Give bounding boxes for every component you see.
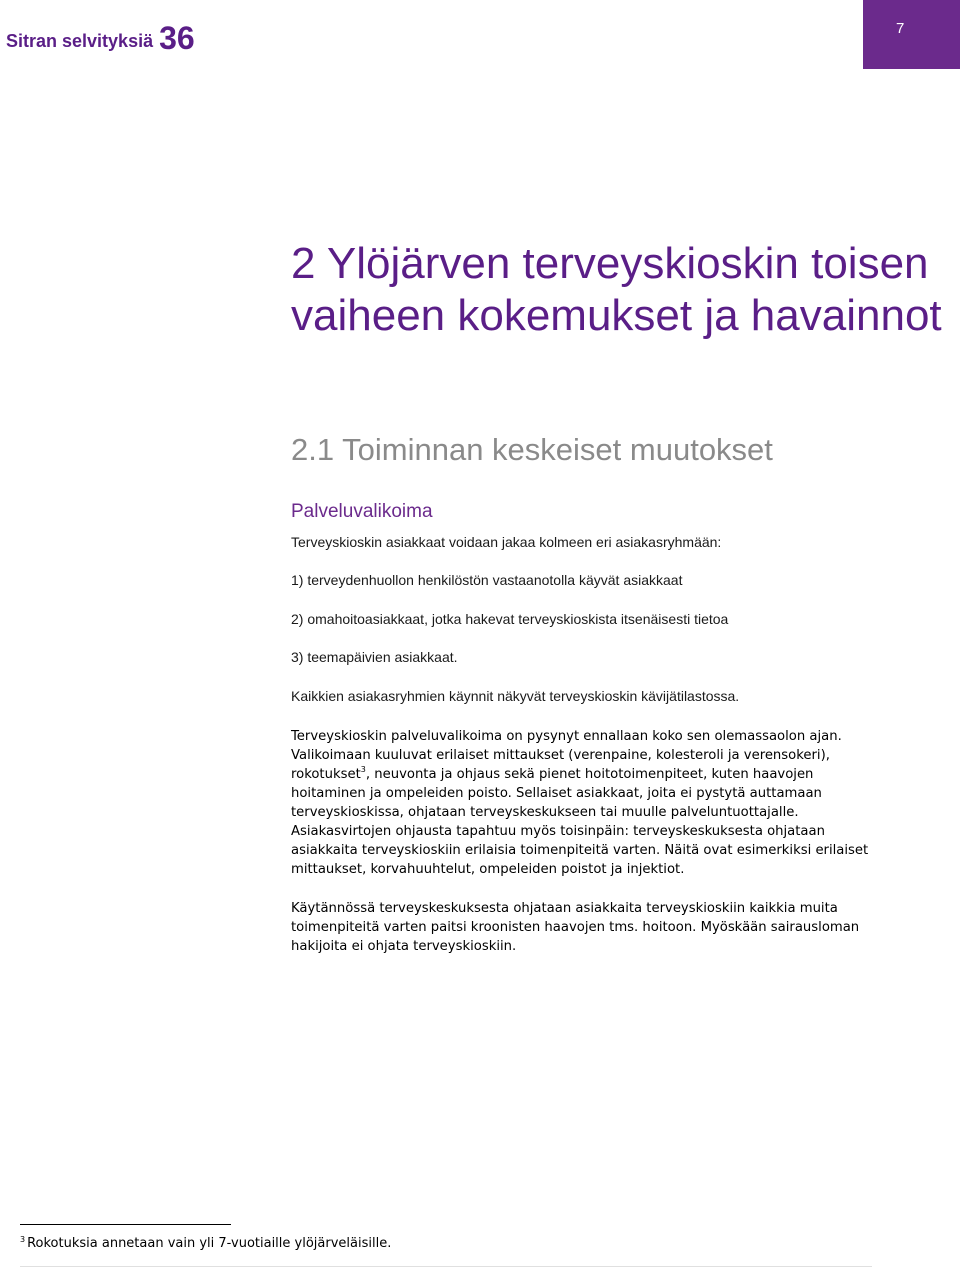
footnote-reference: 3 [360,765,366,774]
paragraph-text-part1: Terveyskioskin palveluvalikoima on pysynyt ennallaan koko sen olemassaolon ajan. Valikoimaan kuuluvat erilaiset mittaukset (verenpaine, kolesteroli ja verensokeri), rokotukset [291,729,842,782]
page-number: 7 [896,20,905,37]
page-bottom-divider [20,1266,872,1267]
chapter-title: 2 Ylöjärven terveyskioskin toisen vaiheen kokemukset ja havainnot [291,239,942,340]
paragraph-statistics: Kaikkien asiakasryhmien käynnit näkyvät terveyskioskin kävijätilastossa. [291,688,740,704]
footnote [20,1236,391,1251]
paragraph-referrals: Käytännössä terveyskeskuksesta ohjataan asiakkaita terveyskioskiin kaikkia muita toimenpiteitä varten paitsi kroonisten haavojen tms. hoitoon. Myöskään sairausloman hakijoita ei ohjata terveyskioskiin. [291,901,860,954]
paragraph-text-part2: , neuvonta ja ohjaus sekä pienet hoitotoimenpiteet, kuten haavojen hoitaminen ja ompeleiden poisto. Sellaiset asiakkaat, joita ei pystytä auttamaan terveyskioskissa, ohjataan terveyskeskukseen tai muulle palveluntuottajalle. Asiakasvirtojen ohjausta tapahtuu myös toisinpäin: terveyskeskuksesta ohjataan asiakkaita terveyskioskiin erilaisia toimenpiteitä varten. Näitä ovat esimerkiksi erilaiset mittaukset, korvahuuhtelut, ompeleiden poistot ja injektiot. [291,767,869,877]
footnote-marker: 3 [20,1235,26,1244]
page-number-box [863,0,960,69]
series-number: 36 [159,20,195,56]
series-title [6,20,195,57]
section-title: 2.1 Toiminnan keskeiset muutokset [291,432,773,467]
footnote-text: Rokotuksia annetaan vain yli 7-vuotiaille ylöjärveläisille. [27,1236,392,1251]
list-item-1: 1) terveydenhuollon henkilöstön vastaanotolla käyvät asiakkaat [291,572,683,588]
series-label: Sitran selvityksiä [6,31,154,51]
intro-line: Terveyskioskin asiakkaat voidaan jakaa kolmeen eri asiakasryhmään: [291,534,722,550]
paragraph-service-selection [291,727,891,879]
list-item-3: 3) teemapäivien asiakkaat. [291,649,458,665]
subsection-title: Palveluvalikoima [291,501,433,522]
list-item-2: 2) omahoitoasiakkaat, jotka hakevat terveyskioskista itsenäisesti tietoa [291,611,729,627]
footnote-divider [20,1224,231,1225]
